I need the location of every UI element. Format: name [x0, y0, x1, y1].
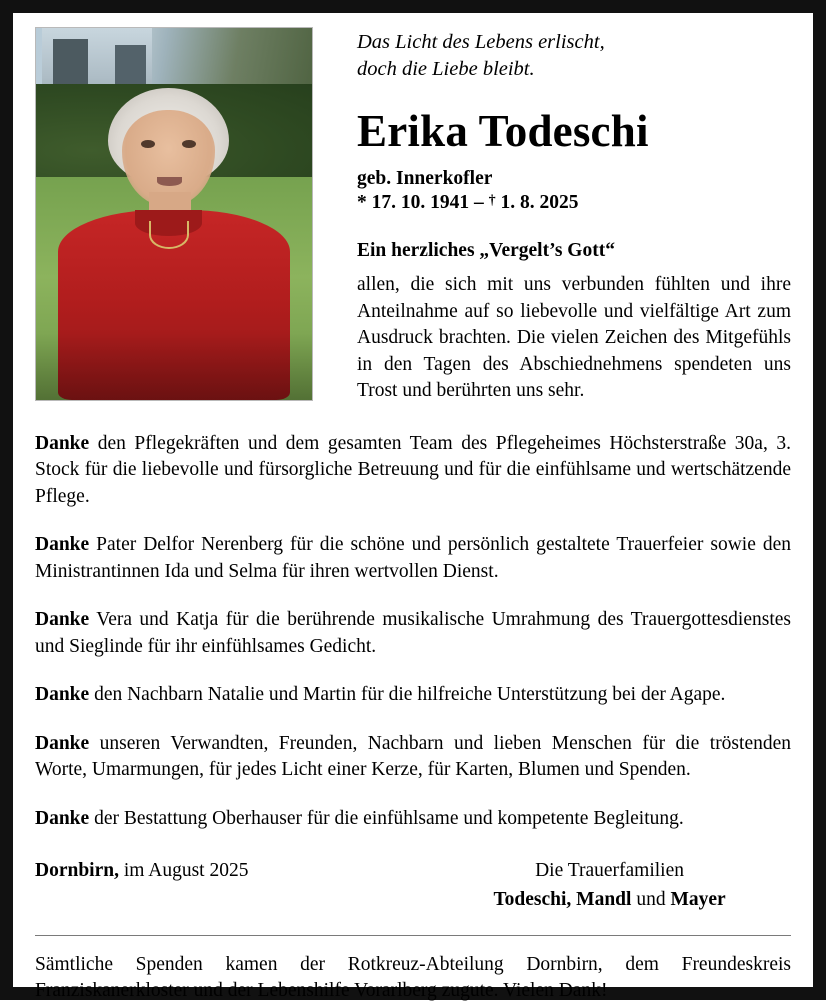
paragraph-text: der Bestattung Oberhauser für die einfühlsame und kompetente Begleitung. — [89, 807, 684, 829]
family-names — [428, 887, 791, 913]
portrait-photo — [35, 27, 313, 401]
motto-line-1: Das Licht des Lebens erlischt, — [357, 31, 605, 53]
signature-place-date — [35, 858, 428, 884]
paragraph-lead: Danke — [35, 732, 90, 754]
death-symbol: † — [488, 193, 496, 209]
deceased-dates — [357, 192, 791, 214]
birth-date: 17. 10. 1941 — [371, 192, 470, 214]
signature-place: Dornbirn, — [35, 860, 119, 882]
family-names-last: Mayer — [670, 888, 726, 910]
thanks-intro: allen, die sich mit uns verbunden fühlten und ihre Anteilnahme auf so liebevolle und vielfältige Art zum Ausdruck brachten. Die vielen Zeichen des Mitgefühls in den Tagen des Abschiednehmens spendeten uns Trost und berührten uns sehr. — [357, 274, 791, 402]
paragraph-lead: Danke — [35, 684, 90, 706]
paragraph-lead: Danke — [35, 534, 90, 556]
header-text — [313, 27, 791, 405]
death-date: 1. 8. 2025 — [500, 192, 579, 214]
family-label: Die Trauerfamilien — [535, 860, 685, 882]
paragraph-text: den Nachbarn Natalie und Martin für die hilfreiche Unterstützung bei der Agape. — [89, 684, 726, 706]
paragraph-text: unseren Verwandten, Freunden, Nachbarn und lieben Menschen für die tröstenden Worte, Umarmungen, für jedes Licht einer Kerze, für Karten, Blumen und Spenden. — [35, 732, 791, 781]
paragraph-text: Vera und Katja für die berührende musikalische Umrahmung des Trauergottesdienstes und Sieglinde für ihr einfühlsames Gedicht. — [35, 609, 791, 657]
signature-family — [428, 858, 791, 913]
thanks-paragraph — [35, 607, 791, 660]
deceased-born-name: geb. Innerkofler — [357, 168, 493, 190]
paragraph-lead: Danke — [35, 609, 90, 631]
motto — [357, 29, 791, 83]
thanks-paragraph — [35, 731, 791, 784]
family-names-conjunction: und — [631, 888, 671, 910]
thanks-heading: Ein herzliches „Vergelt’s Gott“ — [357, 240, 615, 262]
birth-symbol: * — [357, 192, 367, 214]
header-section — [35, 27, 791, 405]
photo-window — [53, 39, 89, 84]
photo-eye-left — [141, 140, 155, 148]
motto-line-2: doch die Liebe bleibt. — [357, 58, 535, 81]
deceased-name: Erika Todeschi — [357, 106, 649, 157]
paragraph-text: den Pflegekräften und dem gesamten Team des Pflegeheimes Höchsterstraße 30a, 3. Stock für die liebevolle und fürsorgliche Betreuung und für die einfühlsame und wertschätzende Pflege. — [35, 432, 791, 507]
signature-date: im August 2025 — [118, 860, 249, 882]
thanks-paragraph — [35, 682, 791, 709]
signature-row — [35, 858, 791, 913]
footer-divider — [35, 935, 791, 936]
photo-vignette — [36, 333, 312, 400]
family-names-bold: Todeschi, Mandl — [493, 888, 632, 910]
photo-mouth — [157, 177, 182, 186]
paragraph-text: Pater Delfor Nerenberg für die schöne und persönlich gestaltete Trauerfeier sowie den Ministrantinnen Ida und Selma für ihren wertvollen Dienst. — [35, 534, 791, 582]
dates-separator: – — [474, 192, 484, 214]
thanks-paragraphs — [35, 431, 791, 833]
thanks-paragraph — [35, 532, 791, 585]
photo-eye-right — [182, 140, 196, 148]
thanks-paragraph — [35, 806, 791, 833]
paragraph-lead: Danke — [35, 807, 90, 829]
thanks-paragraph — [35, 431, 791, 511]
paragraph-lead: Danke — [35, 432, 90, 454]
donations-note: Sämtliche Spenden kamen der Rotkreuz-Abteilung Dornbirn, dem Freundeskreis Franziskanerkloster und der Lebenshilfe Vorarlberg zugute. Vielen Dank! — [35, 953, 791, 1002]
